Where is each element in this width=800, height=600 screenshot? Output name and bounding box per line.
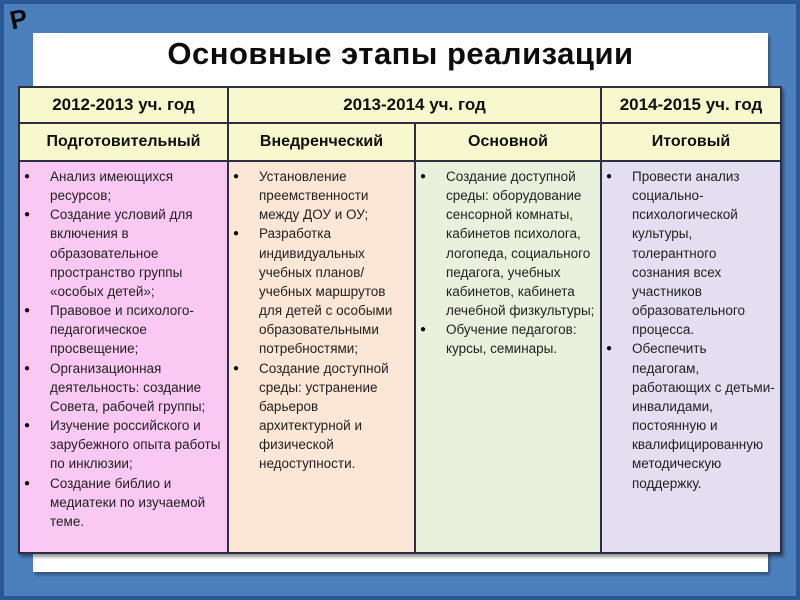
bullet-icon: ● xyxy=(24,305,31,317)
bullet-icon: ● xyxy=(420,324,427,336)
stage-column-vnedrencheskiy xyxy=(229,162,414,552)
list-item-text: Установление преемственности между ДОУ и ОУ; xyxy=(259,169,369,223)
bullet-icon: ● xyxy=(24,477,31,489)
stage-column-osnovnoy xyxy=(416,162,600,552)
list-item xyxy=(20,301,223,358)
list-item-text: Создание библио и медиатеки по изучаемой теме. xyxy=(50,475,206,529)
list-item-text: Изучение российского и зарубежного опыта работы по инклюзии; xyxy=(50,418,221,472)
year-header-2012-2013: 2012-2013 уч. год xyxy=(20,88,227,122)
bullet-icon: ● xyxy=(606,171,613,182)
list-item xyxy=(416,167,596,320)
year-header-2013-2014: 2013-2014 уч. год xyxy=(229,88,600,122)
list-item xyxy=(20,416,223,473)
list-item xyxy=(20,474,223,531)
list-item-text: Организационная деятельность: создание Совета, рабочей группы; xyxy=(50,360,206,414)
list-item xyxy=(229,224,410,358)
corner-letter: Р xyxy=(6,2,31,36)
list-item-text: Создание доступной среды: оборудование сенсорной комнаты, кабинетов психолога, логопеда, социального педагога, учебных кабинетов, кабинета лечебной физкультуры; xyxy=(446,169,595,319)
bullet-icon: ● xyxy=(24,420,31,432)
stage-header-vnedrencheskiy: Внедренческий xyxy=(229,124,414,160)
list-item xyxy=(602,339,776,492)
list-item xyxy=(20,167,223,205)
list-item xyxy=(416,320,596,358)
stage-header-itogovy: Итоговый xyxy=(602,124,780,160)
bullet-icon: ● xyxy=(233,171,240,182)
list-item xyxy=(229,359,410,474)
bullet-icon: ● xyxy=(24,209,31,221)
list-item xyxy=(20,359,223,416)
bullet-icon: ● xyxy=(24,171,31,182)
slide-title: Основные этапы реализации xyxy=(167,36,634,71)
list-item-text: Создание условий для включения в образовательное пространство группы «особых детей»; xyxy=(50,207,193,299)
stage-column-itogovy xyxy=(602,162,780,552)
bullet-icon: ● xyxy=(420,171,427,182)
stage-header-podgotovitelny: Подготовительный xyxy=(20,124,227,160)
stage-header-osnovnoy: Основной xyxy=(416,124,600,160)
list-item-text: Обеспечить педагогам, работающих с детьми-инвалидами, постоянную и квалифицированную методическую поддержку. xyxy=(632,341,775,491)
year-header-2014-2015: 2014-2015 уч. год xyxy=(602,88,780,122)
bullet-icon: ● xyxy=(233,228,240,240)
list-item-text: Разработка индивидуальных учебных планов/ учебных маршрутов для детей с особыми образовательными потребностями; xyxy=(259,226,393,357)
bullet-icon: ● xyxy=(606,343,613,355)
list-item-text: Создание доступной среды: устранение барьеров архитектурной и физической недоступности. xyxy=(259,360,389,472)
list-item-text: Обучение педагогов: курсы, семинары. xyxy=(446,322,577,357)
list-item xyxy=(602,167,776,339)
list-item xyxy=(20,205,223,301)
list-item-text: Провести анализ социально-психологической культуры, толерантного сознания всех участников образовательного процесса. xyxy=(632,169,745,338)
bullet-icon: ● xyxy=(24,362,31,374)
list-item xyxy=(229,167,410,224)
stage-column-podgotovitelny xyxy=(20,162,227,552)
list-item-text: Анализ имеющихся ресурсов; xyxy=(50,169,174,204)
bullet-icon: ● xyxy=(233,362,240,374)
stages-table xyxy=(18,86,782,554)
list-item-text: Правовое и психолого-педагогическое просвещение; xyxy=(50,303,194,357)
